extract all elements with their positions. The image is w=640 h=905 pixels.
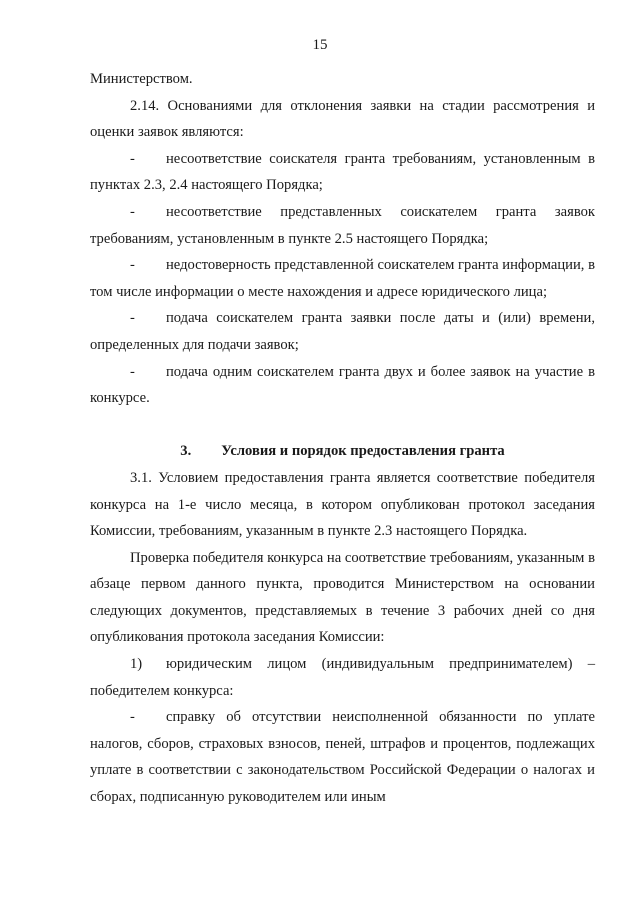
- list-dash: -: [130, 203, 135, 220]
- section-heading: [90, 438, 595, 465]
- document-body: [90, 66, 595, 811]
- list-item-text: подача одним соискателем гранта двух и более заявок на участие в конкурсе.: [90, 363, 595, 407]
- list-item-text: несоответствие представленных соискателем гранта заявок требованиям, установленным в пункте 2.5 настоящего Порядка;: [90, 203, 595, 247]
- list-item: [90, 305, 595, 358]
- paragraph-continuation: Министерством.: [90, 71, 193, 87]
- section-title: Условия и порядок предоставления гранта: [221, 443, 505, 460]
- list-dash: -: [130, 709, 135, 726]
- list-item: [90, 146, 595, 199]
- list-dash: -: [130, 310, 135, 327]
- list-item-text: недостоверность представленной соискателем гранта информации, в том числе информации о месте нахождения и адресе юридического лица;: [90, 257, 595, 300]
- list-item: [90, 252, 595, 305]
- page-number: 15: [312, 37, 328, 53]
- list-item-text: справку об отсутствии неисполненной обязанности по уплате налогов, сборов, страховых взносов, пеней, штрафов и процентов, подлежащих уплате в соответствии с законодательством Российской Федерации о налогах и сборах, подписанную руководителем или иным: [90, 709, 595, 806]
- list-dash: -: [130, 257, 135, 274]
- paragraph-2-14: 2.14. Основаниями для отклонения заявки на стадии рассмотрения и оценки заявок являются:: [90, 97, 595, 141]
- list-item: [90, 199, 595, 252]
- paragraph-verification: Проверка победителя конкурса на соответствие требованиям, указанным в абзаце первом данного пункта, проводится Министерством на основании следующих документов, представляемых в течение 3 рабочих дней со дня опубликования протокола заседания Комиссии:: [90, 549, 595, 646]
- list-item-text: подача соискателем гранта заявки после даты и (или) времени, определенных для подачи заявок;: [90, 310, 595, 353]
- list-item: [90, 704, 595, 810]
- numbered-item: [90, 651, 595, 704]
- list-dash: -: [130, 363, 135, 380]
- section-number: 3.: [180, 443, 192, 460]
- list-item-text: несоответствие соискателя гранта требованиям, установленным в пунктах 2.3, 2.4 настоящего Порядка;: [90, 150, 595, 194]
- section-spacer: [90, 412, 595, 439]
- paragraph-3-1: 3.1. Условием предоставления гранта является соответствие победителя конкурса на 1-е число месяца, в котором опубликован протокол заседания Комиссии, требованиям, указанным в пункте 2.3 настоящего Порядка.: [90, 469, 595, 540]
- numbered-item-text: юридическим лицом (индивидуальным предпринимателем) – победителем конкурса:: [90, 656, 595, 699]
- list-item: [90, 359, 595, 412]
- list-dash: -: [130, 150, 135, 167]
- item-number: 1): [130, 656, 143, 673]
